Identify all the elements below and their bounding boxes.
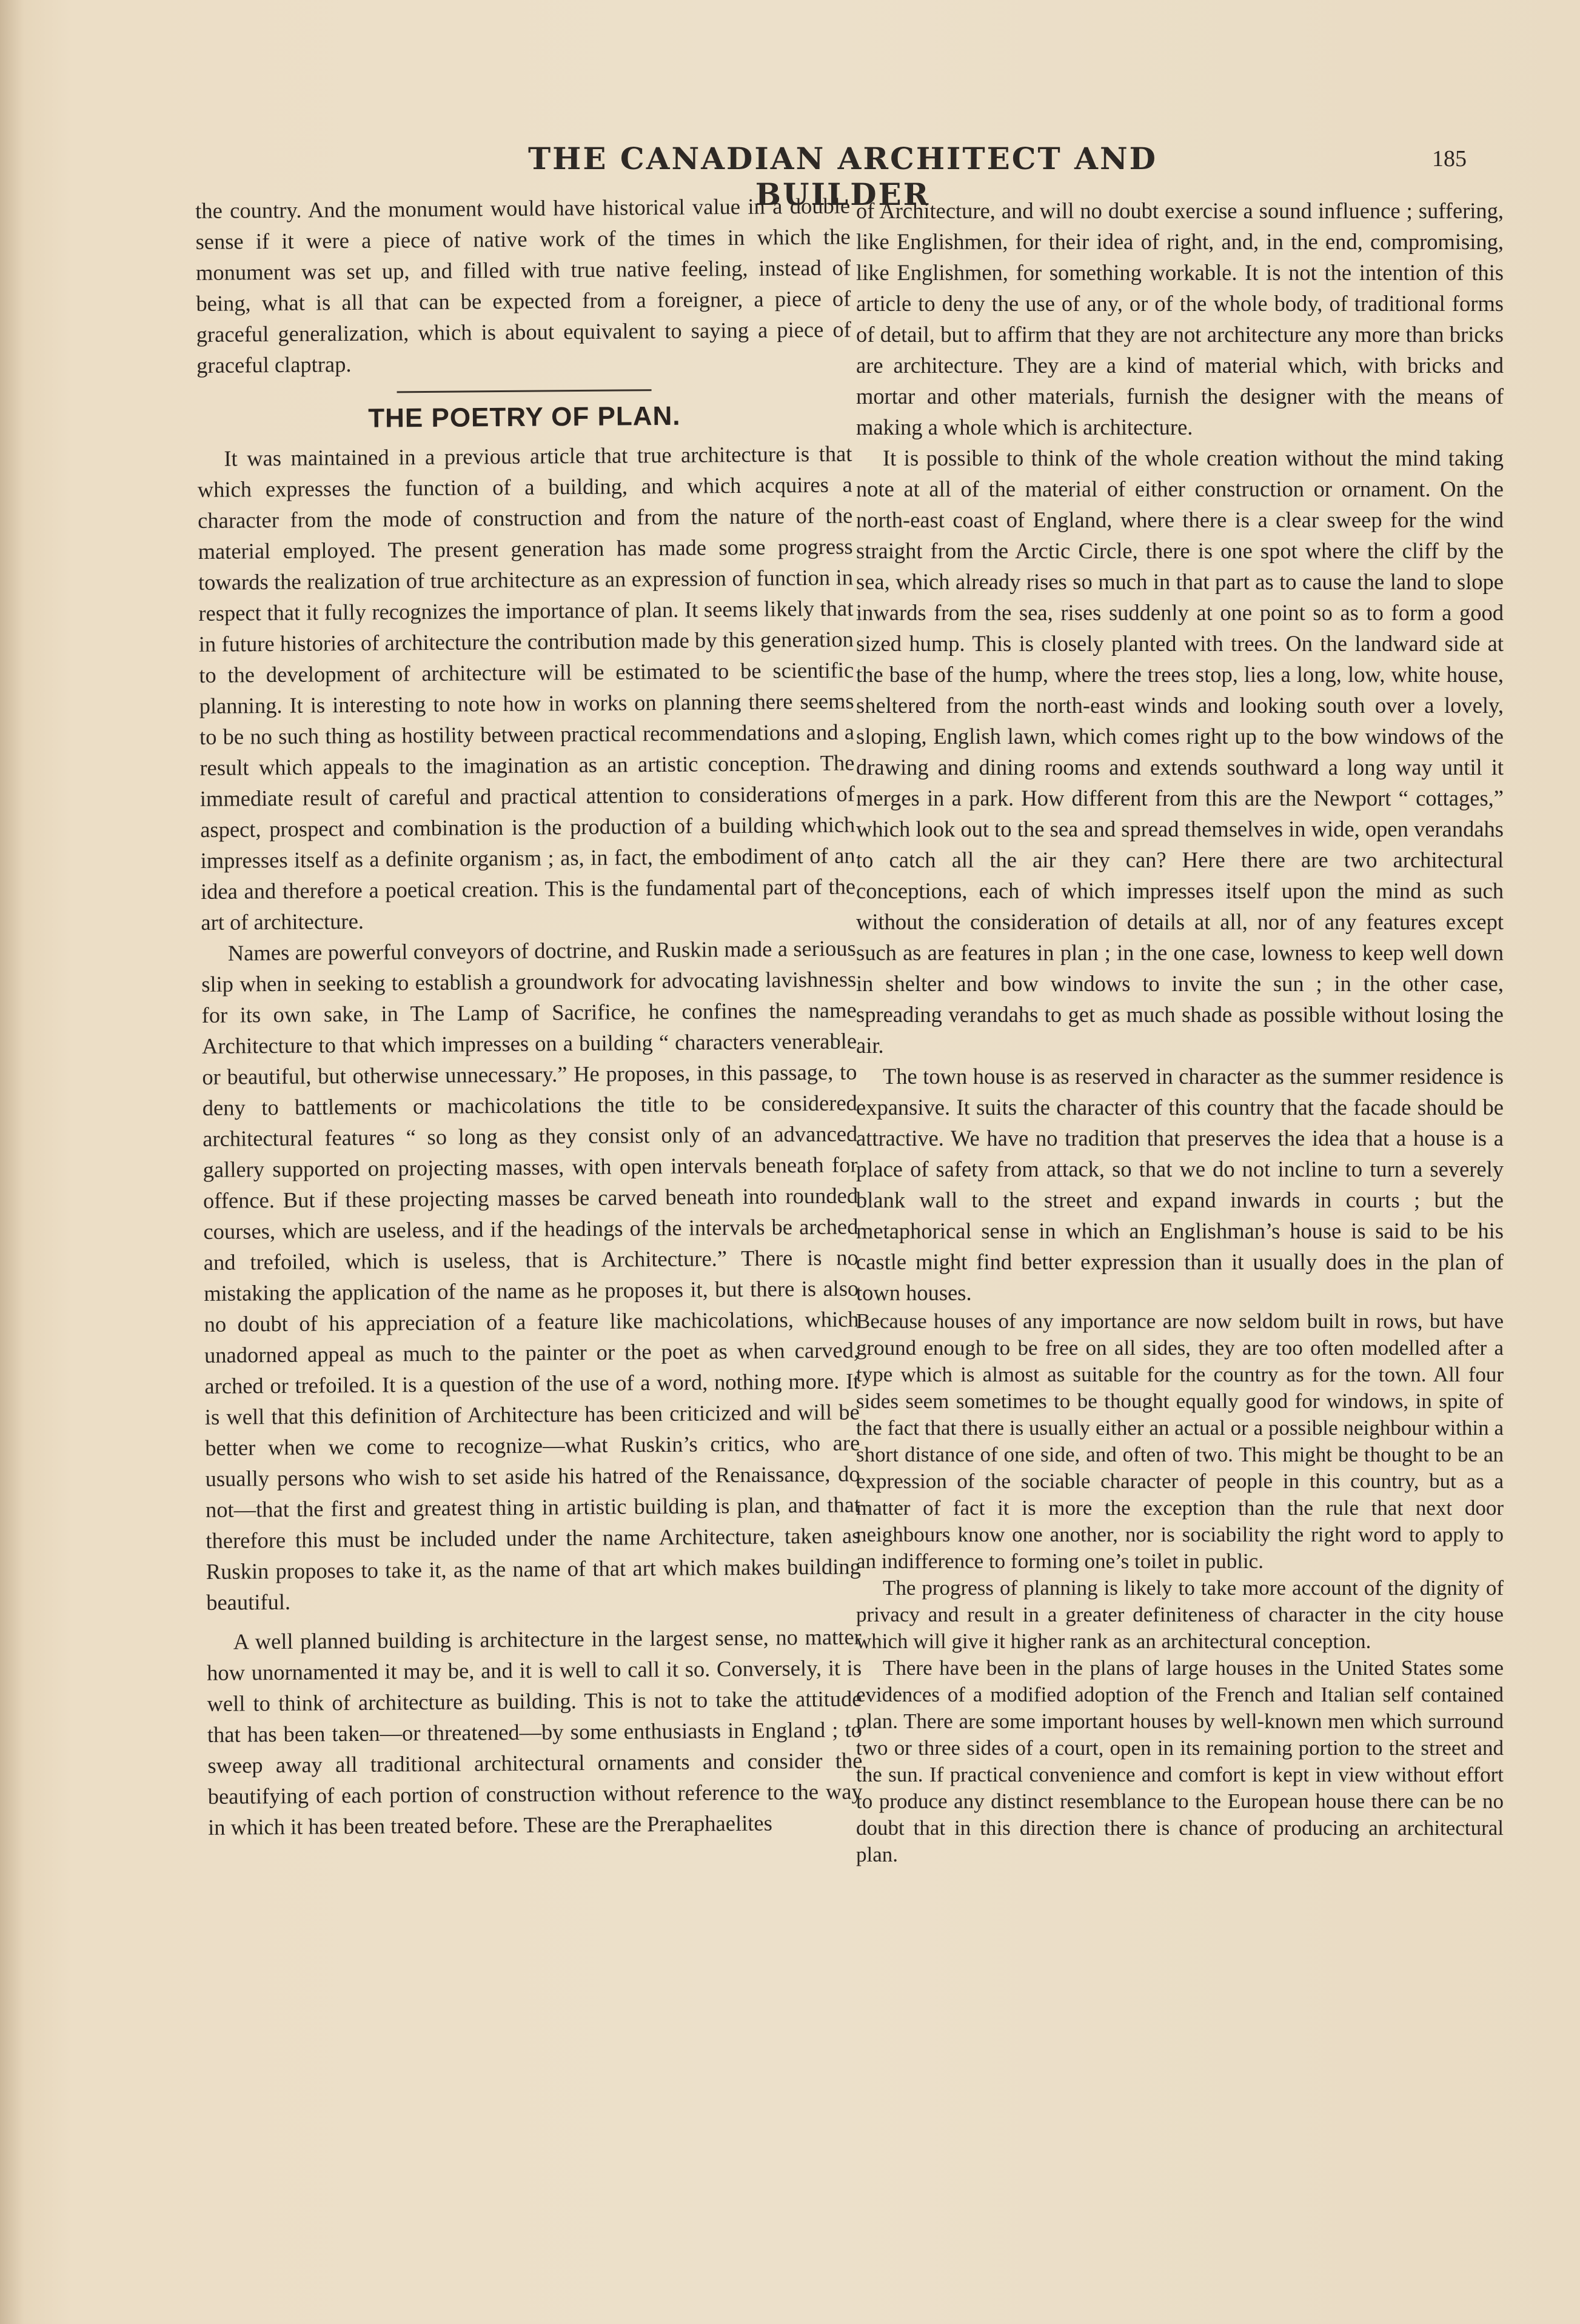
running-title: THE CANADIAN ARCHITECT AND BUILDER bbox=[527, 141, 1158, 212]
paragraph: Names are powerful conveyors of doctrine, and Ruskin made a serious slip when in seeking to establish a groundwork for advocating lavishness for its own sake, in The Lamp of Sacrifice, he confines the name Architecture to that which impresses on a building “ characters venerable or beautiful, but otherwise unnecessary.” He proposes, in this passage, to deny to battlements or machicolations the title to be considered architectural features “ so long as they consist only of an advanced gallery supported on projecting masses, with open intervals beneath for offence. But if these projecting masses be carved beneath into rounded courses, which are useless, and if the headings of the intervals be arched and trefoiled, which is useless, that is Architecture.” There is no mistaking the application of the name as he proposes it, but there is also no doubt of his appreciation of a feature like machicolations, which unadorned appeal as much to the painter or the poet as when carved, arched or trefoiled. It is a question of the use of a word, nothing more. It is well that this definition of Architecture has been criticized and will be better when we come to recognize—what Ruskin’s critics, who are usually persons who wish to set aside his hatred of the Renaissance, do not—that the first and greatest thing in artistic building is plan, and that therefore this must be included under the name Architecture, taken as Ruskin proposes to take it, as the name of that art which makes building beautiful. bbox=[201, 935, 861, 1615]
paragraph: It is possible to think of the whole creation without the mind taking note at all of the material of either construction or ornament. On the north-east coast of England, where there is a clear sweep for the wind straight from the Arctic Circle, there is one spot where the cliff by the sea, which already rises so much in that part as to cause the land to slope inwards from the sea, rises suddenly at one point so as to form a good sized hump. This is closely planted with trees. On the landward side at the base of the hump, where the trees stop, lies a long, low, white house, sheltered from the north-east winds and looking south over a lovely, sloping, English lawn, which comes right up to the bow windows of the drawing and dining rooms and extends southward a long way until it merges in a park. How different from this are the Newport “ cottages,” which look out to the sea and spread themselves in wide, open verandahs to catch all the air they can? Here there are two architectural conceptions, each of which impresses itself upon the mind as such without the consideration of details at all, nor of any features except such as are features in plan ; in the one case, lowness to keep well down in shelter and bow windows to invite the sun ; in the other case, spreading verandahs to get as much shade as possible without losing the air. bbox=[856, 446, 1504, 1058]
page-header bbox=[0, 141, 1580, 212]
paragraph: A well planned building is architecture in the largest sense, no matter how unornamented it may be, and it is well to call it so. Conversely, it is well to think of architecture as building. This is not to take the attitude that has been taken—or threatened—by some enthusiasts in England ; to sweep away all traditional architectural ornaments and consider the beautifying of each portion of construction without reference to the way in which it has been treated before. These are the Preraphaelites bbox=[206, 1624, 863, 1840]
left-column bbox=[195, 190, 863, 1843]
paragraph-continued: of Architecture, and will no doubt exercise a sound influence ; suffering, like Englishmen, for their idea of right, and, in the end, compromising, like Englishmen, for something workable. It is not the intention of this article to deny the use of any, or of the whole body, of traditional forms of detail, but to affirm that they are not architecture any more than bricks are architecture. They are a kind of material which, with bricks and mortar and other materials, furnish the designer with the means of making a whole which is architecture. bbox=[856, 198, 1504, 439]
paragraph: It was maintained in a previous article that true architecture is that which expresses the function of a building, and which acquires a character from the mode of construction and from the nature of the material employed. The present generation has made some progress towards the realization of true architecture as an expression of function in respect that it fully recognizes the importance of plan. It seems likely that in future histories of architecture the contribution made by this generation to the development of architecture will be estimated to be scientific planning. It is interesting to note how in works on planning there seems to be no such thing as hostility between practical recommendations and a result which appeals to the imagination as an artistic conception. The immediate result of careful and practical attention to considerations of aspect, prospect and combination is the production of a building which impresses itself as a definite organism ; as, in fact, the embodiment of an idea and therefore a poetical creation. This is the fundamental part of the art of architecture. bbox=[197, 441, 856, 935]
paragraph: Because houses of any importance are now seldom built in rows, but have ground enough to be free on all sides, they are too often modelled after a type which is almost as suitable for the country as for the town. All four sides seem sometimes to be thought equally good for windows, in spite of the fact that there is usually either an actual or a possible neighbour within a short distance of one side, and often of two. This might be thought to be an expression of the sociable character of people in this country, but as a matter of fact it is more the exception than the rule that next door neighbours know one another, nor is sociability the right word to apply to an indifference to forming one’s toilet in public. bbox=[856, 1309, 1504, 1573]
section-divider bbox=[397, 389, 652, 393]
paragraph: The town house is as reserved in character as the summer residence is expansive. It suits the character of this country that the facade should be attractive. We have no tradition that preserves the idea that a house is a place of safety from attack, so that we do not incline to turn a severely blank wall to the street and expand inwards in courts ; but the metaphorical sense in which an Englishman’s house is said to be his castle might find better expression than it usually does in the plan of town houses. bbox=[856, 1064, 1504, 1305]
paragraph: The progress of planning is likely to take more account of the dignity of privacy and result in a greater definiteness of character in the city house which will give it higher rank as an architectural conception. bbox=[856, 1576, 1504, 1653]
paragraph: There have been in the plans of large houses in the United States some evidences of a modified adoption of the French and Italian self contained plan. There are some important houses by well-known men which surround two or three sides of a court, open in its remaining portion to the street and the sun. If practical convenience and comfort is kept in view without effort to produce any distinct resemblance to the European house there can be no doubt that in this direction there is chance of producing an architectural plan. bbox=[856, 1656, 1504, 1866]
paragraph-continued: the country. And the monument would have historical value in a double sense if it were a piece of native work of the times in which the monument was set up, and filled with true native feeling, instead of being, what is all that can be expected from a foreigner, a piece of graceful generalization, which is about equivalent to saying a piece of graceful claptrap. bbox=[195, 193, 851, 378]
right-column bbox=[856, 195, 1504, 1868]
page-number: 185 bbox=[1432, 146, 1467, 172]
article-title: THE POETRY OF PLAN. bbox=[368, 401, 681, 433]
